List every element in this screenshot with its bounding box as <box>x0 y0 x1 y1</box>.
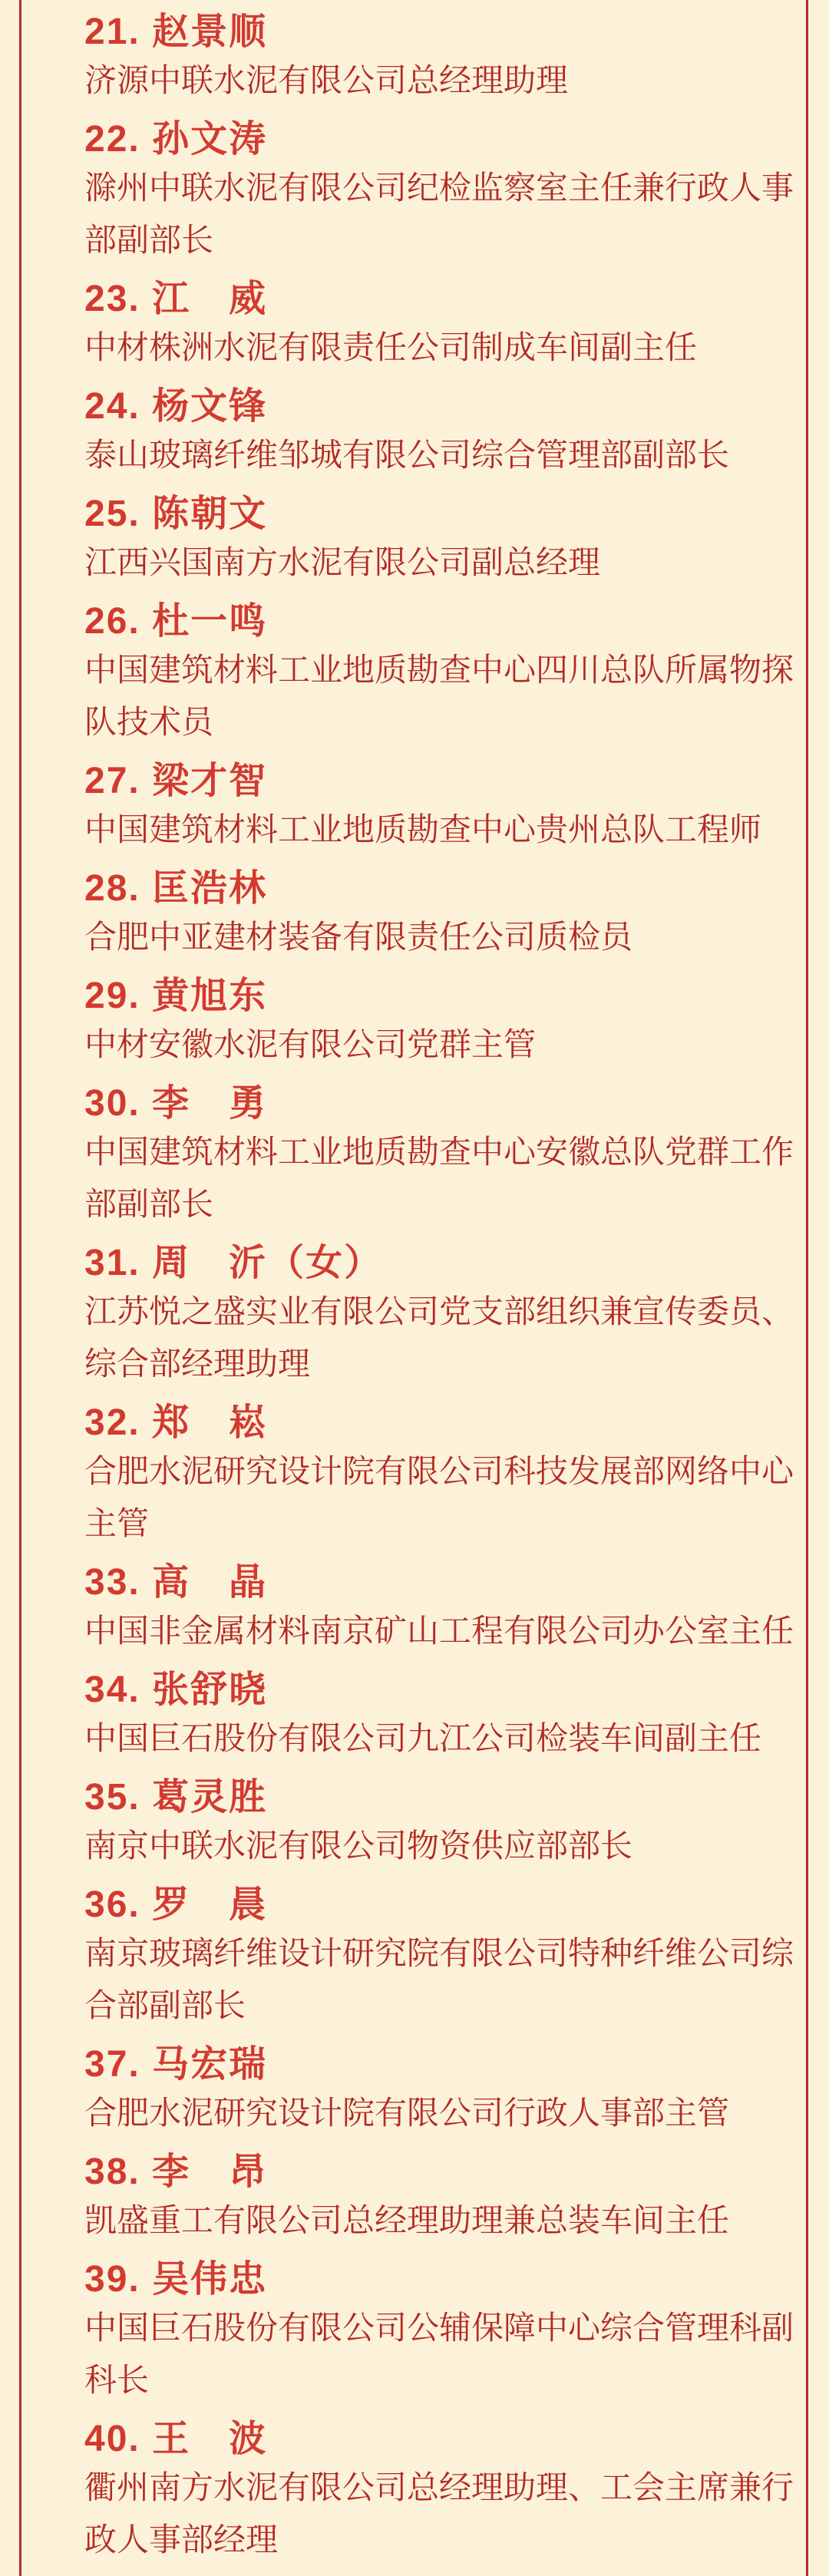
list-item <box>84 1667 794 1765</box>
person-title-desc: 中国建筑材料工业地质勘查中心安徽总队党群工作部副部长 <box>84 1135 794 1223</box>
person-number-name: 33. 高 晶 <box>84 1562 268 1603</box>
person-number-name: 37. 马宏瑞 <box>84 2044 268 2085</box>
person-title-desc: 凯盛重工有限公司总经理助理兼总装车间主任 <box>84 2204 730 2239</box>
person-number-name: 39. 吴伟忠 <box>84 2259 268 2300</box>
person-number-name: 24. 杨文锋 <box>84 386 268 427</box>
person-title-desc: 中国巨石股份有限公司公辅保障中心综合管理科副科长 <box>84 2311 794 2399</box>
list-item <box>84 9 794 107</box>
person-number-name: 30. 李 勇 <box>84 1083 268 1124</box>
list-item <box>84 2149 794 2247</box>
list-item <box>84 1400 794 1551</box>
person-number-name: 21. 赵景顺 <box>84 12 268 52</box>
person-number-name: 27. 梁才智 <box>84 761 268 801</box>
person-title-desc: 中材株洲水泥有限责任公司制成车间副主任 <box>84 331 698 366</box>
person-title-desc: 南京中联水泥有限公司物资供应部部长 <box>84 1829 633 1864</box>
person-number-name: 22. 孙文涛 <box>84 119 268 160</box>
left-border-line <box>19 0 21 2576</box>
person-number-name: 25. 陈朝文 <box>84 494 268 534</box>
person-title-desc: 济源中联水泥有限公司总经理助理 <box>84 64 569 99</box>
person-title-desc: 合肥水泥研究设计院有限公司行政人事部主管 <box>84 2096 730 2132</box>
person-title-desc: 泰山玻璃纤维邹城有限公司综合管理部副部长 <box>84 438 730 474</box>
list-item <box>84 491 794 590</box>
list-item <box>84 973 794 1072</box>
person-title-desc: 合肥中亚建材装备有限责任公司质检员 <box>84 920 633 956</box>
person-number-name: 40. 王 波 <box>84 2419 268 2459</box>
person-title-desc: 江苏悦之盛实业有限公司党支部组织兼宣传委员、综合部经理助理 <box>84 1295 794 1382</box>
person-title-desc: 中国建筑材料工业地质勘查中心贵州总队工程师 <box>84 813 762 848</box>
person-title-desc: 中国巨石股份有限公司九江公司检装车间副主任 <box>84 1722 762 1757</box>
person-title-desc: 中材安徽水泥有限公司党群主管 <box>84 1028 537 1063</box>
list-item <box>84 1882 794 2033</box>
list-item <box>84 1560 794 1658</box>
list-item <box>84 117 794 267</box>
list-item <box>84 1240 794 1391</box>
person-title-desc: 滁州中联水泥有限公司纪检监察室主任兼行政人事部副部长 <box>84 171 794 259</box>
person-number-name: 31. 周 沂（女） <box>84 1243 383 1283</box>
person-number-name: 36. 罗 晨 <box>84 1884 268 1925</box>
person-number-name: 28. 匡浩林 <box>84 868 268 909</box>
list-item <box>84 1081 794 1231</box>
person-number-name: 29. 黄旭东 <box>84 976 268 1016</box>
right-border-line <box>806 0 808 2576</box>
person-number-name: 26. 杜一鸣 <box>84 601 268 642</box>
list-item <box>84 866 794 964</box>
person-title-desc: 中国建筑材料工业地质勘查中心四川总队所属物探队技术员 <box>84 653 794 741</box>
list-item <box>84 1775 794 1873</box>
person-title-desc: 江西兴国南方水泥有限公司副总经理 <box>84 546 601 581</box>
person-number-name: 38. 李 昂 <box>84 2152 268 2192</box>
list-item <box>84 276 794 375</box>
list-item <box>84 2416 794 2567</box>
person-number-name: 35. 葛灵胜 <box>84 1777 268 1818</box>
person-title-desc: 中国非金属材料南京矿山工程有限公司办公室主任 <box>84 1614 794 1650</box>
person-title-desc: 衢州南方水泥有限公司总经理助理、工会主席兼行政人事部经理 <box>84 2471 794 2558</box>
person-number-name: 32. 郑 崧 <box>84 1402 268 1443</box>
person-number-name: 23. 江 威 <box>84 279 268 319</box>
honor-list <box>0 9 794 2567</box>
list-item <box>84 599 794 749</box>
list-item <box>84 2257 794 2407</box>
person-title-desc: 南京玻璃纤维设计研究院有限公司特种纤维公司综合部副部长 <box>84 1937 794 2024</box>
person-number-name: 34. 张舒晓 <box>84 1669 268 1710</box>
list-item <box>84 758 794 857</box>
person-title-desc: 合肥水泥研究设计院有限公司科技发展部网络中心主管 <box>84 1455 794 1542</box>
list-item <box>84 384 794 482</box>
list-item <box>84 2042 794 2140</box>
